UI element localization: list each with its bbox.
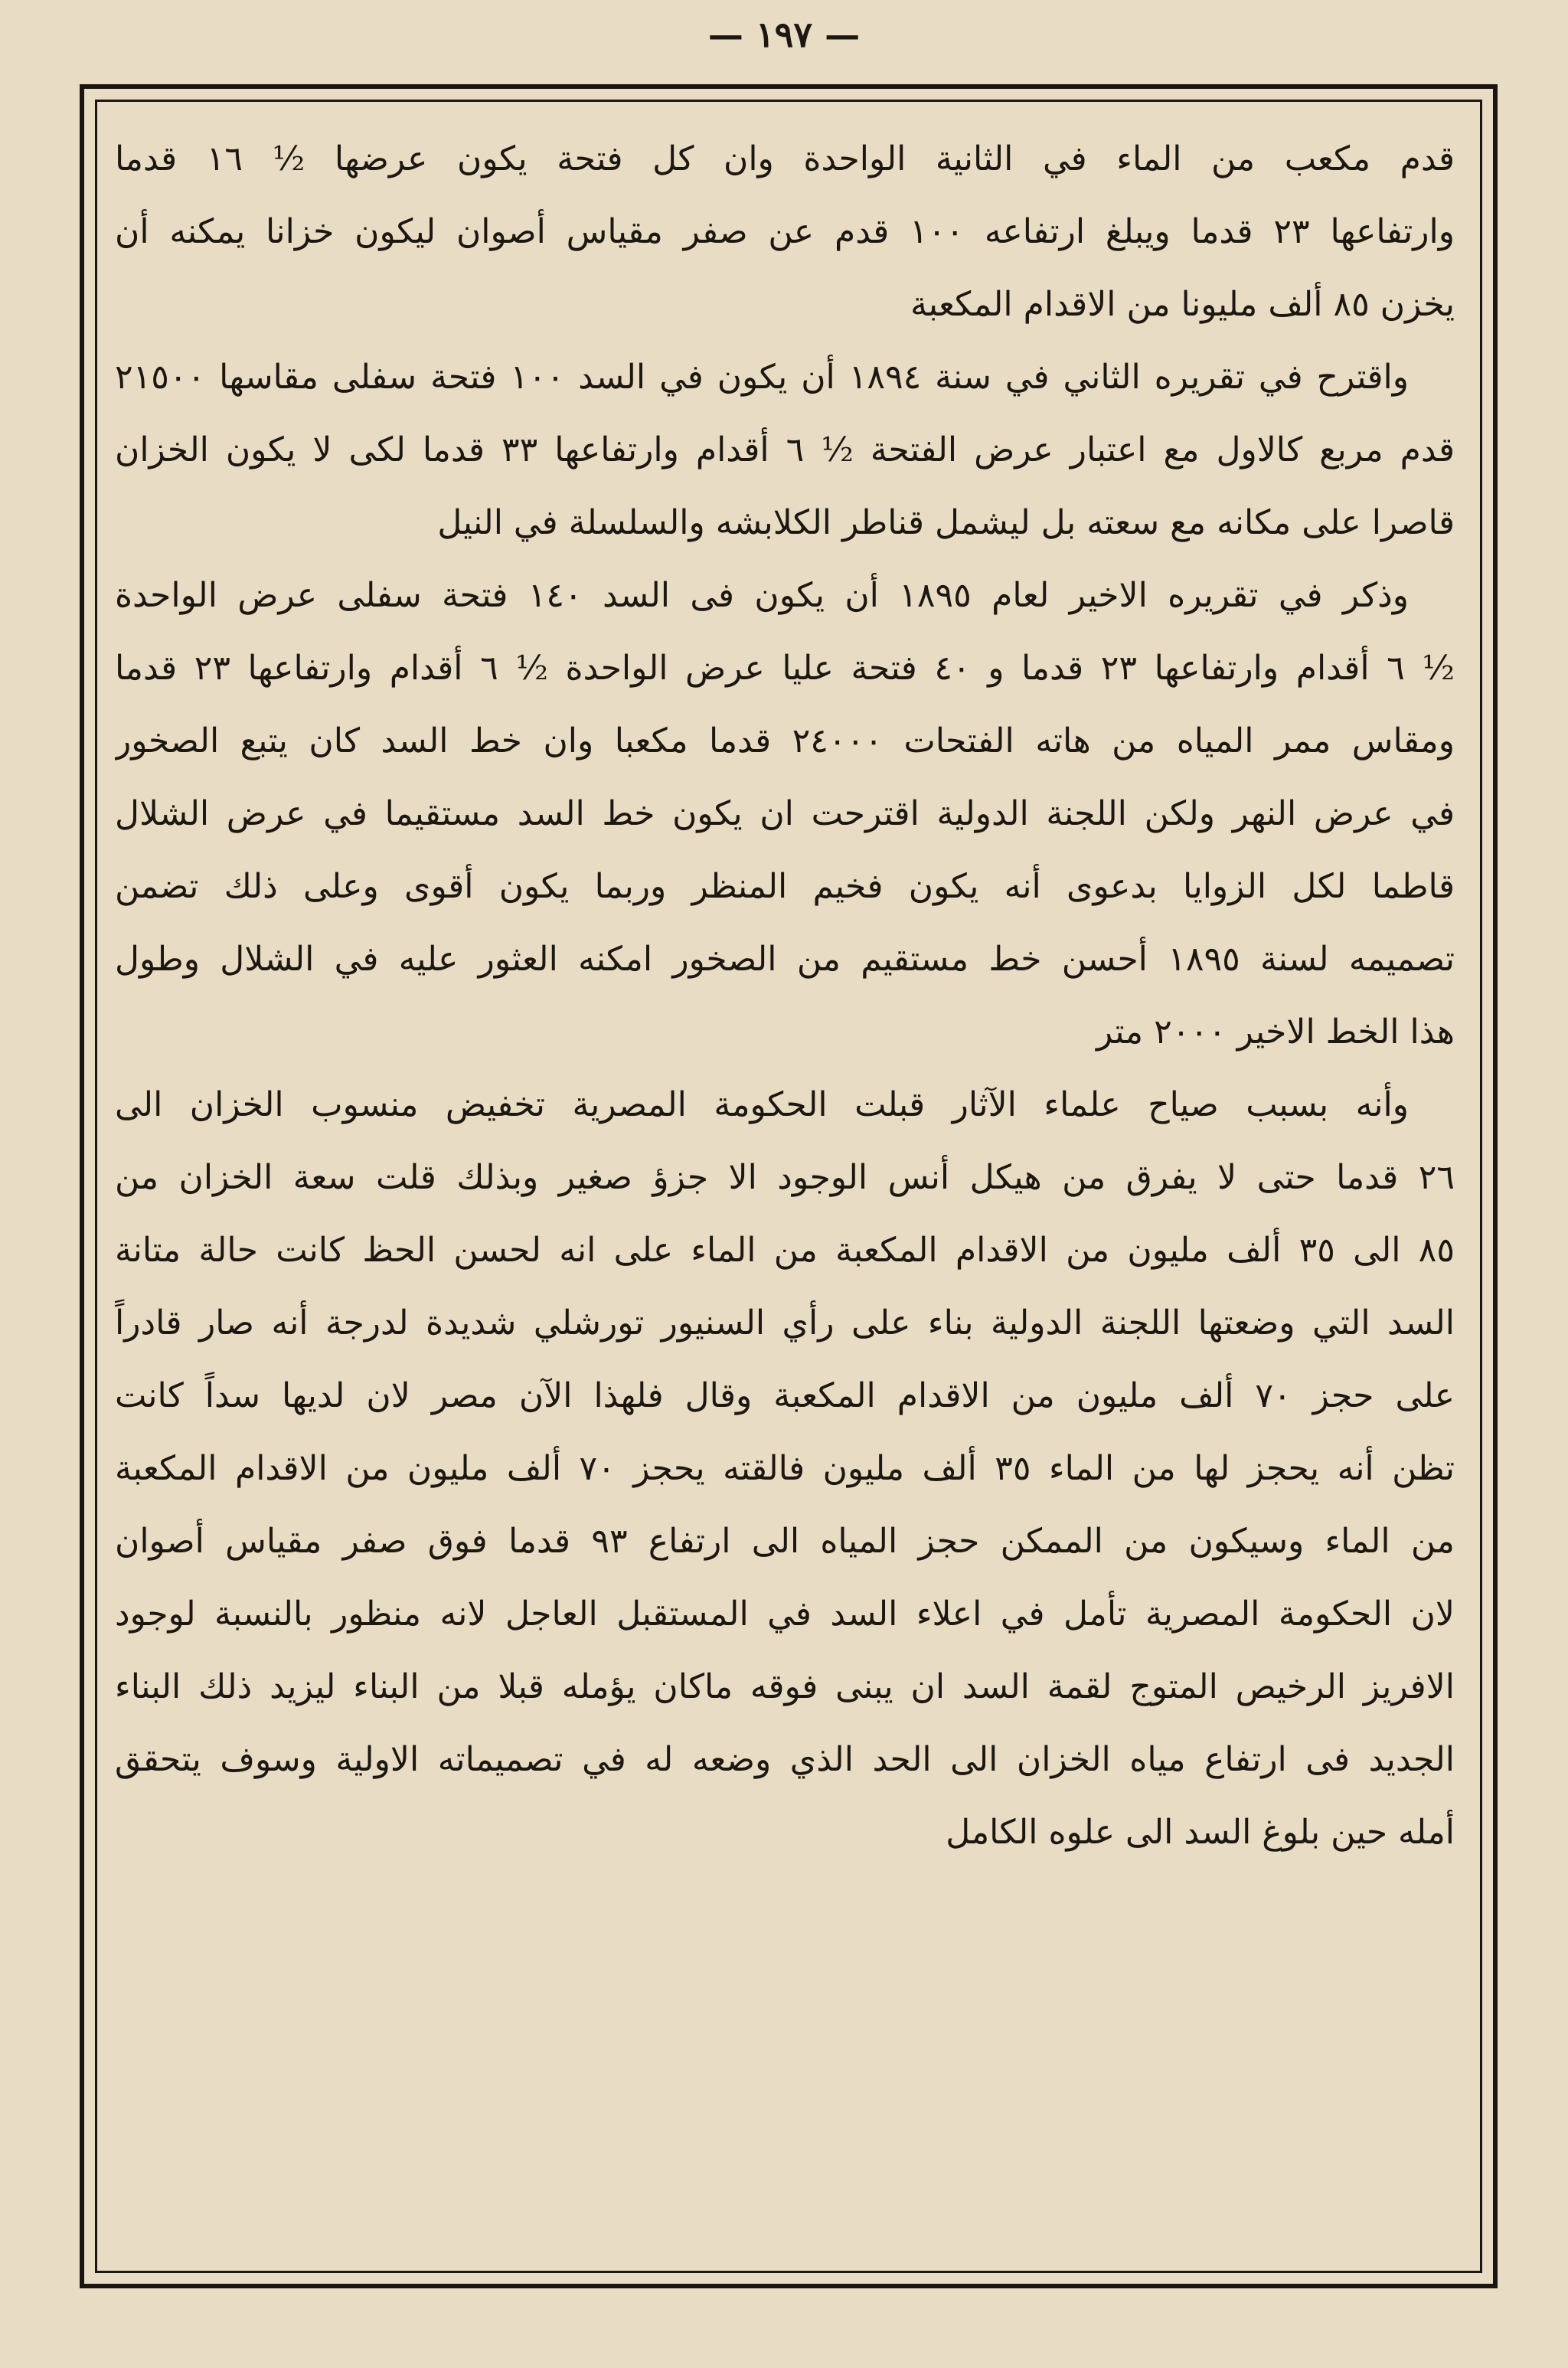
text-line: وذكر في تقريره الاخير لعام ١٨٩٥ أن يكون فى السد ١٤٠ فتحة سفلى عرض الواحدة <box>115 576 1409 615</box>
text-line: وارتفاعها ٢٣ قدما ويبلغ ارتفاعه ١٠٠ قدم عن صفر مقياس أصوان ليكون خزانا يمكنه أن <box>115 212 1455 251</box>
text-line: ٢٦ قدما حتى لا يفرق من هيكل أنس الوجود الا جزؤ صغير وبذلك قلت سعة الخزان من <box>115 1158 1455 1197</box>
text-line: قاطما لكل الزوايا بدعوى أنه يكون فخيم المنظر وربما يكون أقوى وعلى ذلك تضمن <box>115 867 1455 906</box>
text-line: على حجز ٧٠ ألف مليون من الاقدام المكعبة وقال فلهذا الآن مصر لان لديها سداً كانت <box>115 1376 1455 1415</box>
text-line: يخزن ٨٥ ألف مليونا من الاقدام المكعبة <box>910 285 1455 324</box>
text-line: من الماء وسيكون من الممكن حجز المياه الى ارتفاع ٩٣ قدما فوق صفر مقياس أصوان <box>115 1522 1455 1561</box>
text-line: الافريز الرخيص المتوج لقمة السد ان يبنى فوقه ماكان يؤمله قبلا من البناء ليزيد ذلك البناء <box>115 1667 1455 1706</box>
text-line: واقترح في تقريره الثاني في سنة ١٨٩٤ أن يكون في السد ١٠٠ فتحة سفلى مقاسها ٢١٥٠٠ <box>115 358 1409 397</box>
text-line: ٨٥ الى ٣٥ ألف مليون من الاقدام المكعبة من الماء على انه لحسن الحظ كانت حالة متانة <box>115 1231 1455 1270</box>
body-text <box>115 123 1455 2252</box>
text-line: لان الحكومة المصرية تأمل في اعلاء السد في المستقبل العاجل لانه منظور بالنسبة لوجود <box>115 1594 1455 1634</box>
text-line: السد التي وضعتها اللجنة الدولية بناء على رأي السنيور تورشلي شديدة لدرجة أنه صار قادراً <box>115 1303 1455 1343</box>
text-line: قدم مربع كالاول مع اعتبار عرض الفتحة ½ ٦ أقدام وارتفاعها ٣٣ قدما لكى لا يكون الخزان <box>115 430 1455 469</box>
text-line: هذا الخط الاخير ٢٠٠٠ متر <box>1096 1012 1455 1052</box>
text-line: وأنه بسبب صياح علماء الآثار قبلت الحكومة المصرية تخفيض منسوب الخزان الى <box>115 1085 1409 1124</box>
text-line: في عرض النهر ولكن اللجنة الدولية اقترحت ان يكون خط السد مستقيما في عرض الشلال <box>115 794 1455 833</box>
text-line: ومقاس ممر المياه من هاته الفتحات ٢٤٠٠٠ قدما مكعبا وان خط السد كان يتبع الصخور <box>115 721 1455 760</box>
text-line: أمله حين بلوغ السد الى علوه الكامل <box>946 1813 1455 1852</box>
page-number: — ١٩٧ — <box>707 14 861 55</box>
text-line: قدم مكعب من الماء في الثانية الواحدة وان كل فتحة يكون عرضها ½ ١٦ قدما <box>115 139 1455 178</box>
text-line: ½ ٦ أقدام وارتفاعها ٢٣ قدما و ٤٠ فتحة عليا عرض الواحدة ½ ٦ أقدام وارتفاعها ٢٣ قدما <box>115 649 1455 688</box>
text-line: تصميمه لسنة ١٨٩٥ أحسن خط مستقيم من الصخور امكنه العثور عليه في الشلال وطول <box>115 940 1455 979</box>
text-line: الجديد فى ارتفاع مياه الخزان الى الحد الذي وضعه له في تصميماته الاولية وسوف يتحقق <box>115 1740 1455 1779</box>
text-line: تظن أنه يحجز لها من الماء ٣٥ ألف مليون فالقته يحجز ٧٠ ألف مليون من الاقدام المكعبة <box>115 1449 1455 1488</box>
text-line: قاصرا على مكانه مع سعته بل ليشمل قناطر الكلابشه والسلسلة في النيل <box>437 503 1455 542</box>
